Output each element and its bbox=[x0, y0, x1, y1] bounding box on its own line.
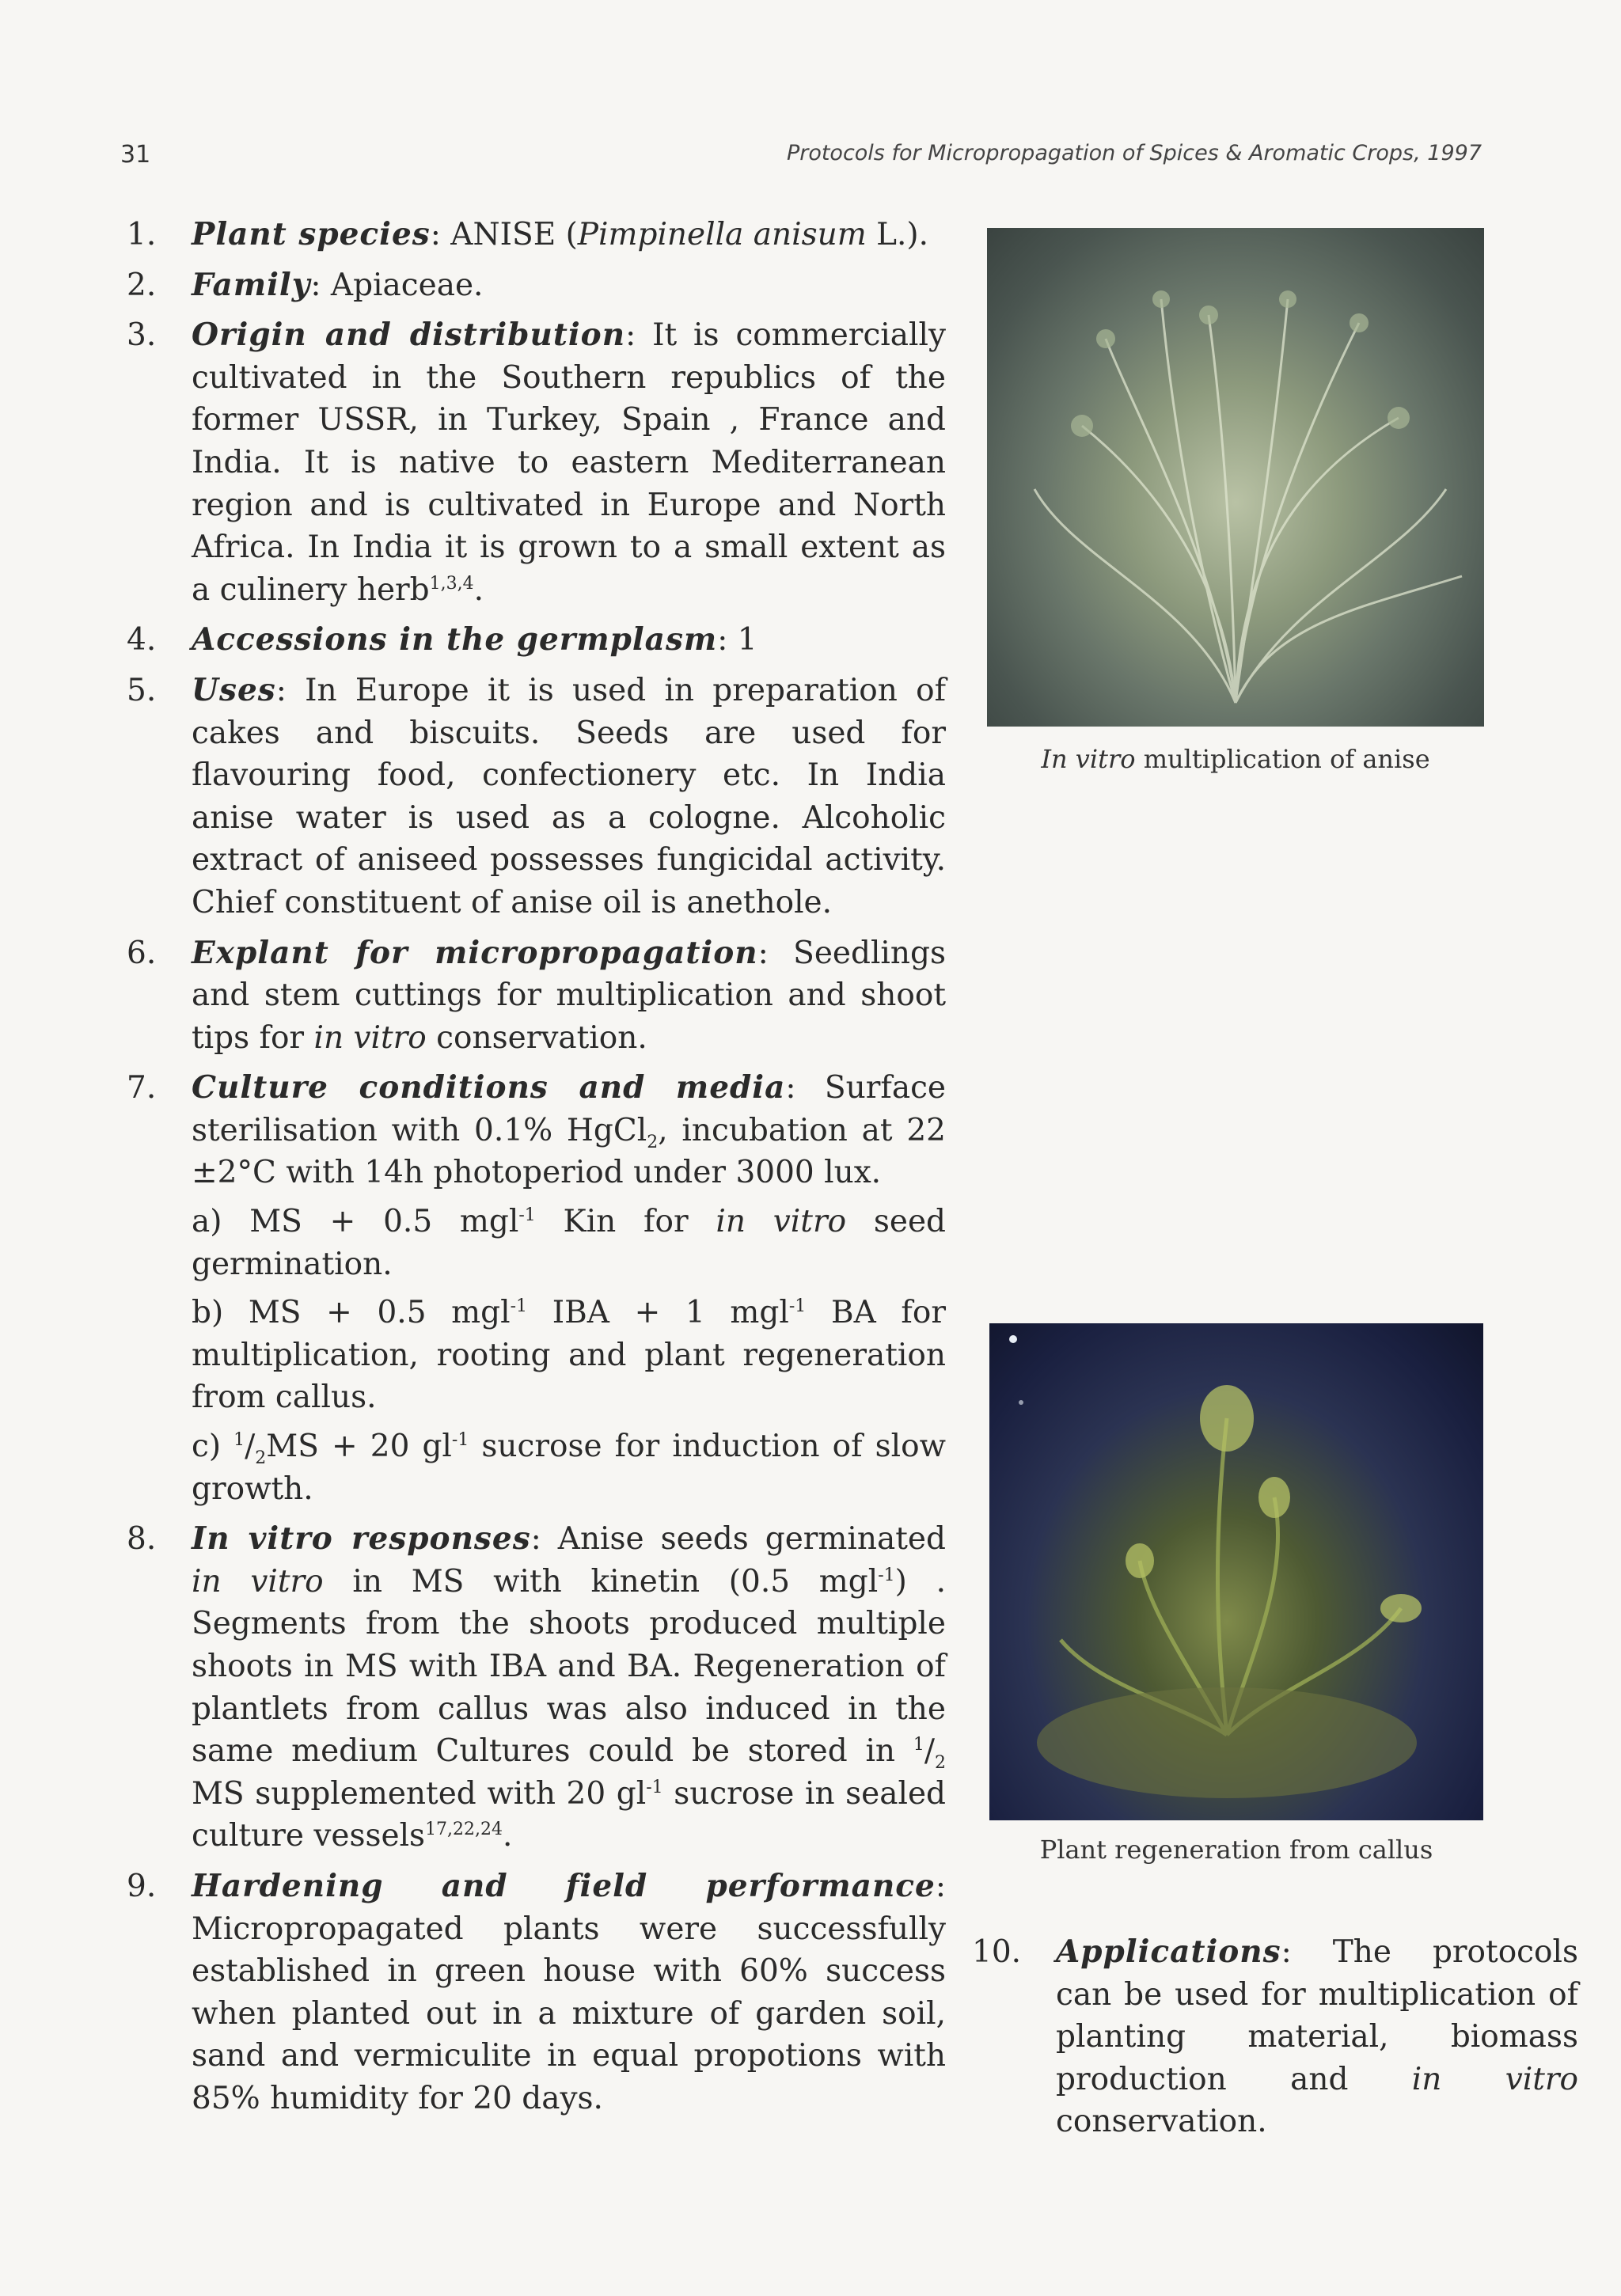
running-title: Protocols for Micropropagation of Spices & Aromatic Crops, 1997 bbox=[786, 141, 1482, 165]
media-b: b) MS + 0.5 mgl$^{-1}$ IBA + 1 mgl$^{-1}$ BA for multiplication, rooting and plant regeneration from callus. bbox=[192, 1295, 946, 1416]
item-in-vitro-responses: 8. In vitro responses: Anise seeds germinated in vitro in MS with kinetin (0.5 mgl$^{-1}$) . Segments from the shoots produced multiple shoots in MS with IBA and BA. Regeneration of plantlets from callus was also induced in the same medium Cultures could be stored in $^1/_2$ MS supplemented with 20 $gl^{-1}$ sucrose in sealed culture vessels$^{17,22,24}$. bbox=[127, 1520, 946, 1854]
figure-anise-multiplication-photo bbox=[987, 228, 1484, 727]
item-accessions: 4. Accessions in the germplasm: 1 bbox=[127, 621, 757, 658]
item-plant-species: 1. Plant species: ANISE (Pimpinella anisum L.). bbox=[127, 216, 928, 252]
item-uses: 5. Uses: In Europe it is used in preparation of cakes and biscuits. Seeds are used for flavouring food, confectionery etc. In India anise water is used as a cologne. Alcoholic extract of aniseed possesses fungicidal activity. Chief constituent of anise oil is anethole. bbox=[127, 671, 946, 920]
item-hardening: 9. Hardening and field performance: Micropropagated plants were successfully established in green house with 60% success when planted out in a mixture of garden soil, sand and vermiculite in equal propotions with 85% humidity for 20 days. bbox=[127, 1867, 946, 2116]
media-a: a) MS + 0.5 mgl$^{-1}$ Kin for in vitro seed germination. bbox=[192, 1204, 946, 1282]
item-family: 2. Family: Apiaceae. bbox=[127, 266, 484, 303]
page-number: 31 bbox=[120, 141, 151, 169]
anise-shoots-illustration bbox=[987, 228, 1484, 727]
figure-2-caption: Plant regeneration from callus bbox=[1039, 1835, 1433, 1865]
page-header bbox=[120, 141, 1482, 180]
item-origin: 3. Origin and distribution: It is commercially cultivated in the Southern republics of the former USSR, in Turkey, Spain , France and India. It is native to eastern Mediterranean region and is cultivated in Europe and North Africa. In India it is grown to a small extent as a culinery herb$^{1,3,4}$. bbox=[127, 317, 946, 608]
callus-plantlets-illustration bbox=[989, 1323, 1483, 1820]
left-column bbox=[127, 214, 946, 2128]
media-c: c) $^1/_2MS + 20$ $gl^{-1}$ sucrose for induction of slow growth. bbox=[192, 1429, 946, 1507]
species-name: ANISE bbox=[450, 217, 556, 252]
item-culture-conditions: 7. Culture conditions and media: Surface sterilisation with 0.1% HgCl$_2$, incubation at 22 ±2°C with 14h photoperiod under 3000 lux. a) MS + 0.5 mgl$^{-1}$ Kin for in vitro seed germination. b) MS + 0.5 mgl$^{-1}$ IBA + 1 mgl$^{-1}$ BA for multiplication, rooting and plant regeneration from callus. c) $^1/_2MS + 20$ $gl^{-1}$ sucrose for induction of slow growth. bbox=[127, 1067, 946, 1510]
figure-callus-regeneration-photo bbox=[989, 1323, 1483, 1820]
item-applications: 10. Applications: The protocols can be used for multiplication of planting material, biomass production and in vitro conservation. bbox=[972, 1934, 1578, 2140]
item-explant: 6. Explant for micropropagation: Seedlings and stem cuttings for multiplication and shoot tips for in vitro conservation. bbox=[127, 934, 946, 1056]
figure-1-caption: In vitro multiplication of anise bbox=[1041, 744, 1430, 774]
